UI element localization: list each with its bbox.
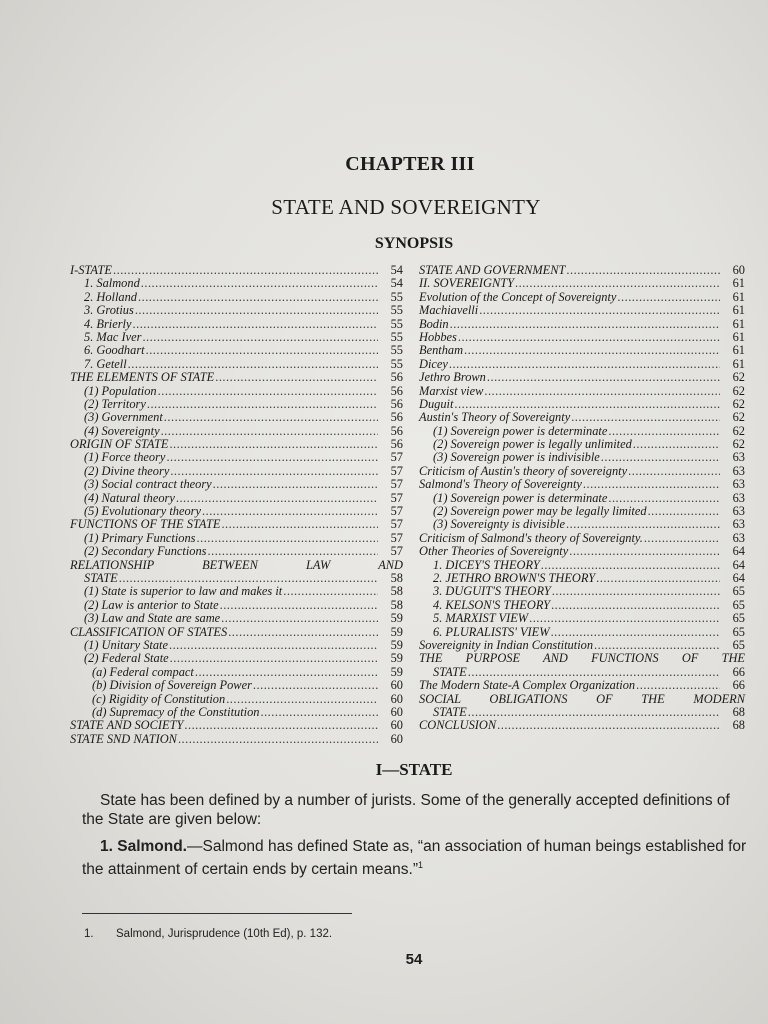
synopsis-entry [70,264,403,277]
synopsis-entry [70,291,403,304]
synopsis-entry-page: 58 [390,597,403,612]
dot-leader [552,585,720,598]
synopsis-entry-label: (3) Government [84,410,163,425]
synopsis-entry-page: 57 [390,490,403,505]
synopsis-entry-page: 60 [390,691,403,706]
synopsis-entry-page: 55 [390,303,403,318]
synopsis-entry [70,385,403,398]
dot-leader [113,264,378,277]
synopsis-entry-label: STATE [84,570,118,585]
synopsis-entry-page: 60 [390,678,403,693]
synopsis-entry [70,398,403,411]
synopsis-entry-page: 57 [390,517,403,532]
synopsis-entry-label: Machiavelli [419,303,479,318]
synopsis-entry [419,465,745,478]
dot-leader [648,505,720,518]
synopsis-entry-label: I-STATE [70,263,112,277]
dot-leader [166,451,378,464]
synopsis-entry-label: (4) Sovereignty [84,423,160,438]
synopsis-entry [419,331,745,344]
synopsis-entry-label: 3. Grotius [84,303,134,318]
dot-leader [551,626,720,639]
synopsis-entry-label: (b) Division of Sovereign Power [92,678,252,693]
dot-leader [633,438,720,451]
synopsis-entry [70,451,403,464]
synopsis-entry-label: FUNCTIONS OF THE STATE [70,517,221,532]
synopsis-entry-label: CLASSIFICATION OF STATES [70,624,228,639]
synopsis-entry-label: 7. Getell [84,356,127,371]
synopsis-entry [70,371,403,384]
synopsis-entry-page: 64 [732,557,745,572]
dot-leader [601,451,720,464]
synopsis-entry [419,425,745,438]
synopsis-entry-page: 56 [390,410,403,425]
synopsis-entry-page: 62 [732,410,745,425]
footnote-text: Salmond, Jurisprudence (10th Ed), p. 132. [116,928,333,940]
synopsis-entry [419,652,745,665]
synopsis-entry-page: 64 [732,544,745,559]
synopsis-entry-page: 61 [732,303,745,318]
dot-leader [608,492,720,505]
synopsis-entry-label: (1) Unitary State [84,637,168,652]
synopsis-entry-page: 54 [390,263,403,277]
synopsis-entry [419,719,745,732]
dot-leader [158,385,378,398]
synopsis-entry-label: Duguit [419,396,454,411]
dot-leader [213,478,378,491]
dot-leader [468,706,720,719]
dot-leader [594,639,720,652]
dot-leader [215,371,378,384]
synopsis-entry-label: (c) Rigidity of Constitution [92,691,226,706]
synopsis-entry-label: CONCLUSION [419,718,497,733]
synopsis-entry [419,666,745,679]
synopsis-entry-label: (2) Territory [84,396,146,411]
footnote-rule [82,913,352,914]
synopsis-entry-page: 62 [732,437,745,452]
synopsis-entry-label: Criticism of Austin's theory of sovereignty [419,463,628,478]
synopsis-entry [419,451,745,464]
dot-leader [119,572,378,585]
dot-leader [497,719,720,732]
dot-leader [178,733,378,746]
synopsis-entry-label: THE PURPOSE AND FUNCTIONS OF THE [419,651,745,666]
dot-leader [479,304,720,317]
synopsis-entry [70,304,403,317]
synopsis-entry-label: Marxist view [419,383,484,398]
synopsis-entry-page: 60 [390,731,403,746]
synopsis-entry-page: 65 [732,637,745,652]
synopsis-entry-label: The Modern State-A Complex Organization [419,678,636,693]
synopsis-entry-page: 55 [390,356,403,371]
synopsis-entry [419,385,745,398]
dot-leader [147,398,378,411]
synopsis-entry [70,532,403,545]
dot-leader [170,652,378,665]
dot-leader [487,371,720,384]
synopsis-entry-label: 2. JETHRO BROWN'S THEORY [433,570,596,585]
synopsis-entry-label: (1) Population [84,383,157,398]
synopsis-entry [419,585,745,598]
synopsis-entry-label: Austin's Theory of Sovereignty [419,410,571,425]
synopsis-entry-label: STATE SND NATION [70,731,177,746]
synopsis-entry-page: 56 [390,370,403,385]
synopsis-entry-label: (3) Law and State are same [84,611,221,626]
dot-leader [551,599,720,612]
synopsis-entry-page: 60 [390,704,403,719]
synopsis-entry-page: 58 [390,584,403,599]
synopsis-entry [70,652,403,665]
synopsis-entry [419,371,745,384]
synopsis-entry [419,639,745,652]
synopsis-entry [70,358,403,371]
dot-leader [142,331,378,344]
synopsis-entry-label: 5. MARXIST VIEW [433,611,529,626]
synopsis-entry-page: 65 [732,597,745,612]
salmond-paragraph [82,837,748,879]
dot-leader [253,679,378,692]
footnote [84,928,332,940]
dot-leader [464,344,720,357]
synopsis-entry [419,438,745,451]
synopsis-entry-page: 56 [390,383,403,398]
salmond-text: —Salmond has defined State as, “an association of human beings established for the attainment of certain ends by certain means.” [82,838,747,879]
synopsis-entry [419,612,745,625]
synopsis-entry [70,572,403,585]
dot-leader [202,505,378,518]
synopsis-entry-page: 62 [732,396,745,411]
synopsis-entry-label: (2) Law is anterior to State [84,597,219,612]
synopsis-entry-page: 55 [390,316,403,331]
synopsis-entry-label: (1) Force theory [84,450,166,465]
synopsis-entry-label: SOCIAL OBLIGATIONS OF THE MODERN [419,691,745,706]
synopsis-entry-label: Dicey [419,356,448,371]
synopsis-entry [70,626,403,639]
synopsis-entry-page: 62 [732,423,745,438]
synopsis-entry [70,425,403,438]
synopsis-entry-label: (3) Social contract theory [84,477,212,492]
synopsis-entry-page: 62 [732,370,745,385]
synopsis-entry-page: 54 [390,276,403,291]
synopsis-entry-label: (a) Federal compact [92,664,194,679]
synopsis-entry-label: 4. KELSON'S THEORY [433,597,551,612]
dot-leader [226,693,378,706]
synopsis-entry [70,719,403,732]
dot-leader [596,572,720,585]
synopsis-entry-page: 66 [732,678,745,693]
dot-leader [146,344,378,357]
synopsis-entry-label: II. SOVEREIGNTY [419,276,514,291]
dot-leader [169,639,378,652]
synopsis-entry [419,545,745,558]
synopsis-entry [419,693,745,706]
dot-leader [228,626,378,639]
synopsis-entry-page: 61 [732,276,745,291]
dot-leader [176,492,378,505]
synopsis-entry [70,559,403,572]
synopsis-entry-page: 63 [732,477,745,492]
dot-leader [566,264,720,277]
synopsis-entry-page: 58 [390,570,403,585]
synopsis-entry-label: (3) Sovereignty is divisible [433,517,566,532]
synopsis-entry-label: STATE AND GOVERNMENT [419,263,566,277]
synopsis-entry-page: 61 [732,289,745,304]
synopsis-entry [419,572,745,585]
synopsis-entry [419,505,745,518]
synopsis-entry-page: 59 [390,624,403,639]
synopsis-entry-page: 57 [390,504,403,519]
synopsis-entry-page: 61 [732,356,745,371]
intro-paragraph: State has been defined by a number of jurists. Some of the generally accepted definitions of the State are given below: [82,792,730,828]
dot-leader [484,385,720,398]
dot-leader [636,679,720,692]
synopsis-entry-page: 55 [390,289,403,304]
dot-leader [583,478,720,491]
synopsis-entry [419,679,745,692]
synopsis-entry-label: (2) Divine theory [84,463,170,478]
synopsis-heading: SYNOPSIS [374,235,454,252]
footnote-ref: 1 [418,860,424,870]
synopsis-entry-page: 60 [732,263,745,277]
dot-leader [138,291,378,304]
synopsis-entry [70,639,403,652]
dot-leader [197,532,379,545]
synopsis-entry [70,679,403,692]
synopsis-entry [419,559,745,572]
synopsis-entry [419,518,745,531]
synopsis-entry-label: (2) Sovereign power is legally unlimited [433,437,632,452]
synopsis-entry-label: (d) Supremacy of the Constitution [92,704,260,719]
dot-leader [458,331,720,344]
synopsis-entry [419,277,745,290]
synopsis-entry [419,532,745,545]
synopsis-entry-page: 59 [390,637,403,652]
synopsis-entry-page: 59 [390,664,403,679]
dot-leader [541,559,720,572]
dot-leader [164,411,378,424]
synopsis-entry-page: 61 [732,343,745,358]
synopsis-entry [70,492,403,505]
synopsis-entry [70,318,403,331]
synopsis-entry-page: 65 [732,584,745,599]
dot-leader [569,545,720,558]
synopsis-entry-page: 68 [732,704,745,719]
synopsis-entry-page: 63 [732,504,745,519]
synopsis-entry-label: Other Theories of Sovereignty [419,544,569,559]
synopsis-entry-label: STATE AND SOCIETY [70,718,184,733]
synopsis-entry [419,304,745,317]
synopsis-entry [70,411,403,424]
page-number: 54 [405,951,423,968]
synopsis-entry-page: 64 [732,570,745,585]
synopsis-entry-page: 63 [732,490,745,505]
synopsis-entry-page: 60 [390,718,403,733]
dot-leader [135,304,378,317]
synopsis-entry [419,706,745,719]
synopsis-entry-label: Evolution of the Concept of Sovereignty [419,289,617,304]
synopsis-entry [419,398,745,411]
dot-leader [515,277,720,290]
synopsis-entry-page: 62 [732,383,745,398]
synopsis-entry-label: THE ELEMENTS OF STATE [70,370,215,385]
synopsis-entry-label: Hobbes [419,329,457,344]
synopsis-entry-label: (2) Sovereign power may be legally limited [433,504,647,519]
synopsis-entry-label: (2) Secondary Functions [84,544,207,559]
synopsis-entry-page: 55 [390,329,403,344]
synopsis-entry-page: 61 [732,316,745,331]
synopsis-entry-label: Salmond's Theory of Sovereignty [419,477,582,492]
synopsis-entry [70,344,403,357]
synopsis-entry-label: 4. Brierly [84,316,132,331]
dot-leader [195,666,378,679]
dot-leader [468,666,720,679]
synopsis-entry-label: ORIGIN OF STATE [70,437,169,452]
dot-leader [617,291,720,304]
chapter-heading: CHAPTER III [345,153,475,175]
dot-leader [566,518,720,531]
synopsis-entry [419,264,745,277]
synopsis-entry [419,291,745,304]
dot-leader [169,438,378,451]
synopsis-entry [70,693,403,706]
dot-leader [608,425,720,438]
synopsis-entry [419,344,745,357]
footnote-number: 1. [84,928,94,940]
dot-leader [221,612,378,625]
synopsis-entry-page: 63 [732,517,745,532]
dot-leader [184,719,378,732]
synopsis-entry-label: 6. Goodhart [84,343,145,358]
synopsis-entry-label: 1. DICEY'S THEORY [433,557,540,572]
synopsis-entry-page: 65 [732,624,745,639]
dot-leader [571,411,720,424]
synopsis-entry-page: 56 [390,437,403,452]
synopsis-entry-page: 63 [732,530,745,545]
synopsis-entry-label: 1. Salmond [84,276,140,291]
synopsis-entry [419,626,745,639]
synopsis-entry [419,599,745,612]
synopsis-entry [70,599,403,612]
synopsis-entry-label: (1) Sovereign power is determinate [433,423,608,438]
synopsis-entry-label: Jethro Brown [419,370,486,385]
synopsis-right-column [419,264,745,733]
salmond-lead: 1. Salmond. [100,838,187,855]
dot-leader [128,358,378,371]
synopsis-entry [419,358,745,371]
synopsis-entry-label: 2. Holland [84,289,138,304]
synopsis-entry [70,612,403,625]
synopsis-entry-label: (5) Evolutionary theory [84,504,201,519]
synopsis-entry-page: 56 [390,396,403,411]
synopsis-entry-page: 68 [732,718,745,733]
dot-leader [170,465,378,478]
synopsis-entry-label: STATE [433,664,467,679]
chapter-title: STATE AND SOVEREIGNTY [271,195,541,219]
synopsis-entry [70,465,403,478]
dot-leader [628,465,720,478]
synopsis-entry-page: 65 [732,611,745,626]
synopsis-entry-label: Bodin [419,316,449,331]
synopsis-entry-page: 63 [732,450,745,465]
synopsis-entry-label: (2) Federal State [84,651,169,666]
synopsis-entry-page: 56 [390,423,403,438]
synopsis-entry-label: 6. PLURALISTS' VIEW [433,624,550,639]
dot-leader [529,612,720,625]
dot-leader [161,425,378,438]
dot-leader [449,358,720,371]
synopsis-entry-label: Sovereignity in Indian Constitution [419,637,594,652]
synopsis-entry-label: (1) Sovereign power is determinate [433,490,608,505]
synopsis-entry-label: (3) Sovereign power is indivisible [433,450,600,465]
dot-leader [450,318,720,331]
synopsis-entry-label: Bentham [419,343,464,358]
synopsis-entry [70,666,403,679]
synopsis-entry-page: 55 [390,343,403,358]
synopsis-entry [70,438,403,451]
synopsis-entry-label: 5. Mac Iver [84,329,142,344]
synopsis-entry [70,505,403,518]
dot-leader [454,398,720,411]
synopsis-entry-page: 61 [732,329,745,344]
synopsis-entry-page: 59 [390,651,403,666]
synopsis-entry [419,411,745,424]
synopsis-entry [419,478,745,491]
synopsis-entry [70,331,403,344]
synopsis-entry [419,492,745,505]
dot-leader [221,518,378,531]
synopsis-entry-page: 59 [390,611,403,626]
synopsis-left-column [70,264,403,746]
synopsis-entry-label: (1) State is superior to law and makes it [84,584,283,599]
synopsis-entry [70,518,403,531]
synopsis-entry-page: 57 [390,450,403,465]
synopsis-entry-label: Criticism of Salmond's theory of Sovereignty. [419,530,643,545]
synopsis-entry-page: 57 [390,530,403,545]
synopsis-entry-label: (4) Natural theory [84,490,175,505]
synopsis-entry-label: STATE [433,704,467,719]
section-heading: I—STATE [375,760,453,779]
synopsis-entry-page: 66 [732,664,745,679]
dot-leader [141,277,378,290]
dot-leader [283,585,378,598]
synopsis-entry-label: (1) Primary Functions [84,530,196,545]
synopsis-entry-page: 63 [732,463,745,478]
dot-leader [644,532,720,545]
dot-leader [208,545,379,558]
synopsis-entry [419,318,745,331]
synopsis-entry [70,733,403,746]
synopsis-entry [70,706,403,719]
synopsis-entry [70,478,403,491]
synopsis-entry [70,545,403,558]
synopsis-entry-page: 57 [390,463,403,478]
dot-leader [220,599,378,612]
dot-leader [260,706,378,719]
dot-leader [133,318,379,331]
synopsis-entry-label: RELATIONSHIP BETWEEN LAW AND [70,557,403,572]
synopsis-entry-page: 57 [390,544,403,559]
synopsis-entry [70,585,403,598]
synopsis-entry-page: 57 [390,477,403,492]
synopsis-entry-label: 3. DUGUIT'S THEORY [433,584,551,599]
synopsis-entry [70,277,403,290]
